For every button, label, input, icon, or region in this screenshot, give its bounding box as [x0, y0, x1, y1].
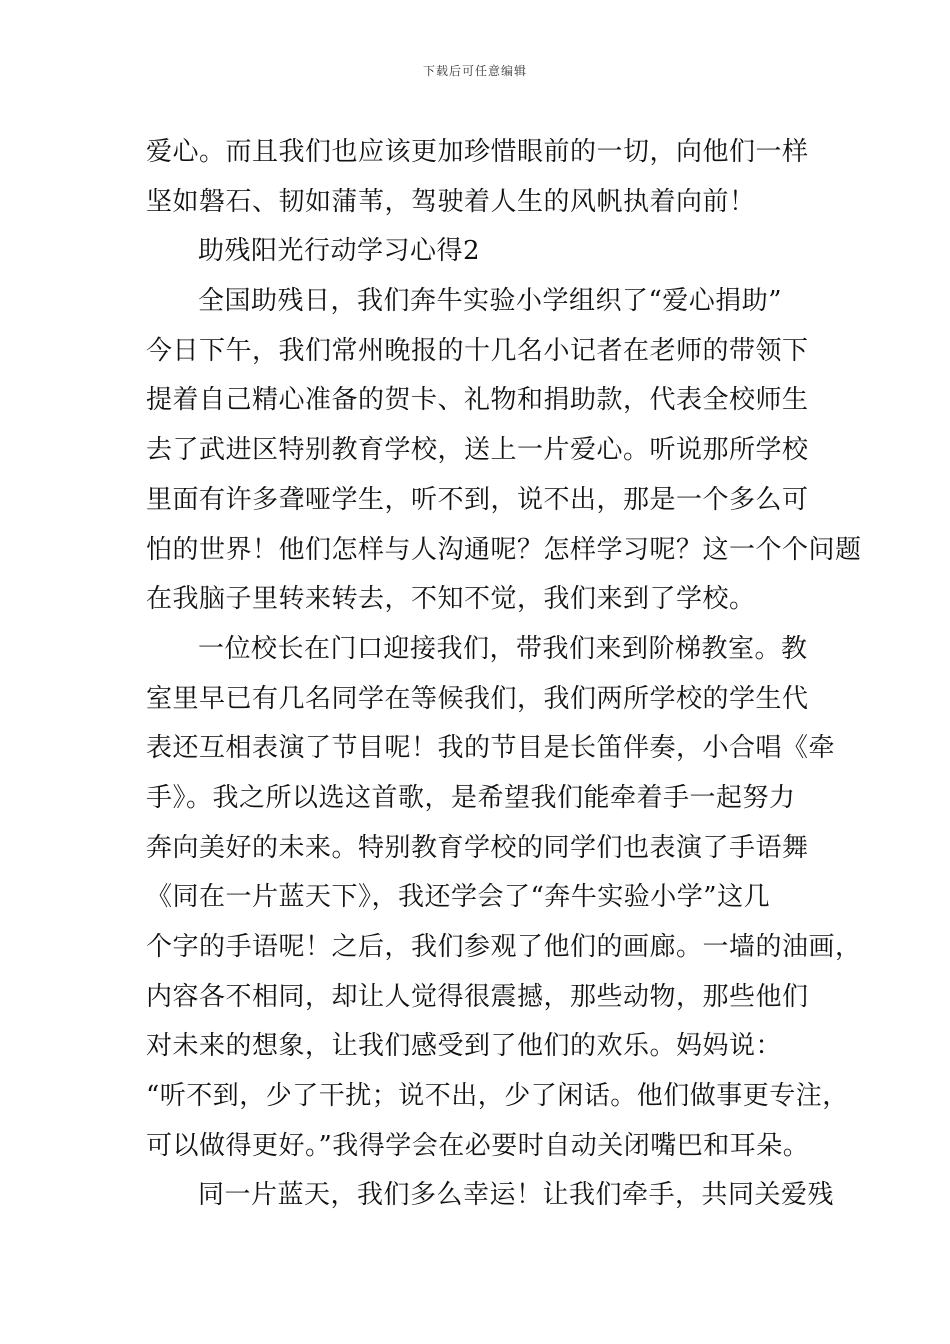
text-line: 提着自己精心准备的贺卡、礼物和捐助款，代表全校师生: [146, 385, 809, 416]
text-line: 一位校长在门口迎接我们，带我们来到阶梯教室。教: [198, 633, 808, 664]
text-line: 对未来的想象，让我们感受到了他们的欢乐。妈妈说：: [146, 1031, 783, 1062]
text-line: 在我脑子里转来转去，不知不觉，我们来到了学校。: [146, 584, 756, 615]
text-line: 去了武进区特别教育学校，送上一片爱心。听说那所学校: [146, 435, 809, 466]
page-header: 下载后可任意编辑: [422, 64, 527, 78]
text-line: 室里早已有几名同学在等候我们，我们两所学校的学生代: [146, 683, 809, 714]
text-line: 个字的手语呢！之后，我们参观了他们的画廊。一墙的油画，: [146, 932, 862, 962]
document-body: [146, 128, 862, 1221]
text-line: 里面有许多聋哑学生，听不到，说不出，那是一个多么可: [146, 484, 809, 515]
text-line: 内容各不相同，却让人觉得很震撼，那些动物，那些他们: [146, 981, 809, 1012]
section-heading: 助残阳光行动学习心得2: [198, 236, 481, 267]
text-line: 手》。我之所以选这首歌，是希望我们能牵着手一起努力: [146, 782, 796, 813]
text-line: 全国助残日，我们奔牛实验小学组织了“爱心捐助”: [198, 286, 783, 317]
text-line: 爱心。而且我们也应该更加珍惜眼前的一切，向他们一样: [146, 137, 809, 167]
text-line: 今日下午，我们常州晚报的十几名小记者在老师的带领下: [146, 335, 809, 366]
text-line: 《同在一片蓝天下》，我还学会了“奔牛实验小学”这几: [146, 882, 771, 913]
text-line: “听不到，少了干扰；说不出，少了闲话。他们做事更专注，: [146, 1081, 849, 1112]
text-line: 可以做得更好。”我得学会在必要时自动关闭嘴巴和耳朵。: [146, 1130, 810, 1161]
text-line: 怕的世界！他们怎样与人沟通呢？怎样学习呢？这一个个问题: [146, 534, 862, 565]
text-line: 奔向美好的未来。特别教育学校的同学们也表演了手语舞: [146, 832, 809, 863]
text-line: 坚如磐石、韧如蒲苇，驾驶着人生的风帆执着向前！: [146, 186, 756, 217]
text-line: 表还互相表演了节目呢！我的节目是长笛伴奏，小合唱《牵: [146, 733, 836, 764]
text-line: 同一片蓝天，我们多么幸运！让我们牵手，共同关爱残: [198, 1180, 835, 1211]
